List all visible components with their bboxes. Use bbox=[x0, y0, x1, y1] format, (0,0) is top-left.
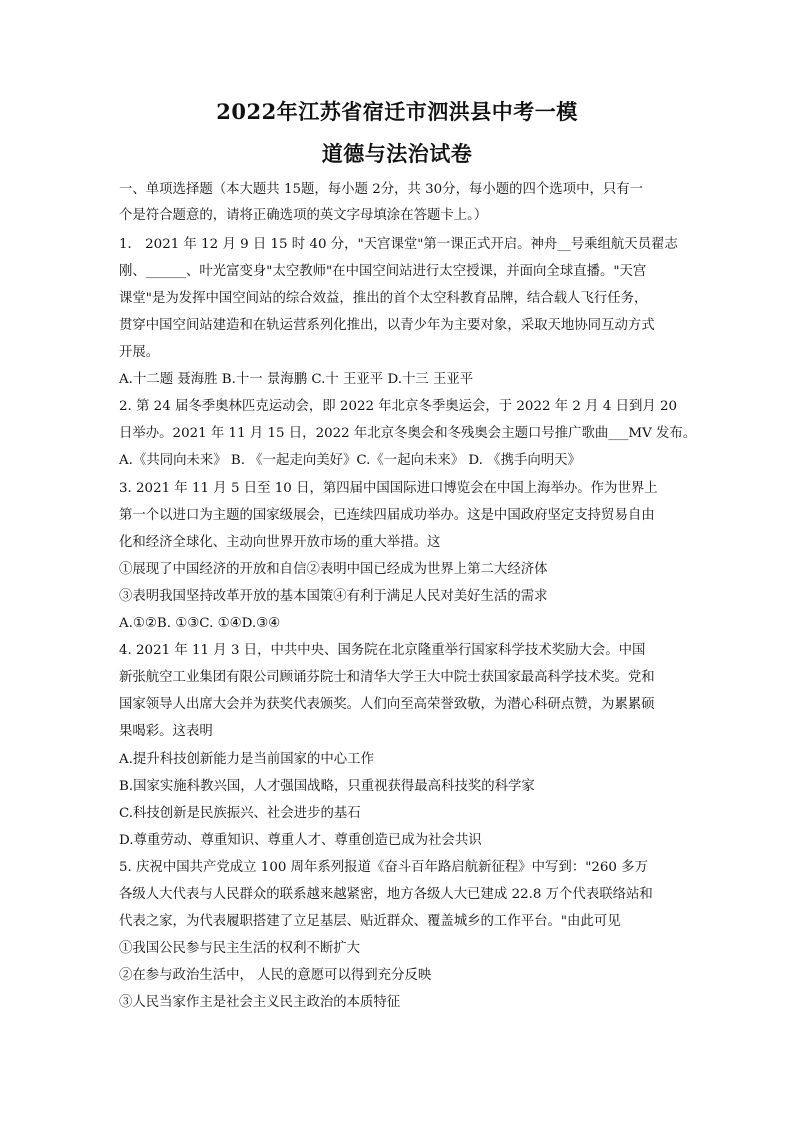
question-2-options: A.《共同向未来》 B. 《一起走向美好》C.《一起向未来》 D. 《携手向明天》 bbox=[119, 453, 581, 468]
question-4-option-c: C.科技创新是民族振兴、社会进步的基石 bbox=[119, 806, 361, 821]
question-5-statement: ①我国公民参与民主生活的权利不断扩大 bbox=[119, 941, 361, 956]
question-3-statement: ①展现了中国经济的开放和自信②表明中国已经成为世界上第二大经济体 bbox=[119, 562, 548, 577]
section-instructions-line: 个是符合题意的，请将正确选项的英文字母填涂在答题卡上。） bbox=[119, 208, 488, 223]
question-4-stem: 国家领导人出席大会并为获奖代表颁奖。人们向至高荣誉致敬，为潜心科研点赞，为累累硕 bbox=[119, 697, 655, 712]
question-1-stem: 刚、______、叶光富变身"太空教师"在中国空间站进行太空授课，并面向全球直播。"天宫 bbox=[119, 264, 647, 279]
question-1-stem: 1． 2021 年 12 月 9 日 15 时 40 分，"天宫课堂"第一课正式开启。神舟__号乘组航天员翟志 bbox=[119, 237, 678, 252]
question-5-stem: 代表之家，为代表履职搭建了立足基层、贴近群众、覆盖城乡的工作平台。"由此可见 bbox=[119, 914, 621, 929]
question-4-option-d: D.尊重劳动、尊重知识、尊重人才、尊重创造已成为社会共识 bbox=[119, 833, 482, 848]
question-3-stem: 第一个以进口为主题的国家级展会，已连续四届成功举办。这是中国政府坚定支持贸易自由 bbox=[119, 508, 655, 523]
question-2-stem: 日举办。2021 年 11 月 15 日，2022 年北京冬奥会和冬残奥会主题口号推广歌曲___MV 发布。 bbox=[119, 426, 697, 441]
question-5-stem: 5. 庆祝中国共产党成立 100 周年系列报道《奋斗百年路启航新征程》中写到："260 多万 bbox=[119, 860, 648, 875]
exam-title: 2022年江苏省宿迁市泗洪县中考一模 bbox=[216, 99, 578, 124]
question-4-stem: 新张航空工业集团有限公司顾诵芬院士和清华大学王大中院士获国家最高科学技术奖。党和 bbox=[119, 670, 655, 685]
question-3-stem: 化和经济全球化、主动向世界开放市场的重大举措。这 bbox=[119, 535, 441, 550]
exam-subtitle: 道德与法治试卷 bbox=[321, 141, 473, 166]
section-instructions-line: 一、单项选择题（本大题共 15题，每小题 2分，共 30分，每小题的四个选项中，只有一 bbox=[119, 182, 644, 197]
question-4-stem: 4. 2021 年 11 月 3 日，中共中央、国务院在北京隆重举行国家科学技术奖励大会。中国 bbox=[119, 643, 646, 658]
question-3-stem: 3. 2021 年 11 月 5 日至 10 日，第四届中国国际进口博览会在中国上海举办。作为世界上 bbox=[119, 481, 658, 496]
question-4-stem: 果喝彩。这表明 bbox=[119, 724, 213, 739]
question-1-stem: 开展。 bbox=[119, 345, 160, 360]
question-4-option-b: B.国家实施科教兴国，人才强国战略，只重视获得最高科技奖的科学家 bbox=[119, 779, 535, 794]
question-5-statement: ③人民当家作主是社会主义民主政治的本质特征 bbox=[119, 995, 401, 1010]
question-5-statement: ②在参与政治生活中， 人民的意愿可以得到充分反映 bbox=[119, 968, 432, 983]
question-3-options: A.①②B. ①③C. ①④D.③④ bbox=[119, 616, 281, 631]
question-1-stem: 课堂"是为发挥中国空间站的综合效益，推出的首个太空科教育品牌，结合载人飞行任务， bbox=[119, 291, 648, 306]
question-1-options: A.十二题 聂海胜 B.十一 景海鹏 C.十 王亚平 D.十三 王亚平 bbox=[119, 372, 474, 387]
question-2-stem: 2. 第 24 届冬季奥林匹克运动会，即 2022 年北京冬季奥运会，于 2022 年 2 月 4 日到月 20 bbox=[119, 399, 678, 414]
question-3-statement: ③表明我国坚持改革开放的基本国策④有利于满足人民对美好生活的需求 bbox=[119, 589, 548, 604]
question-4-option-a: A.提升科技创新能力是当前国家的中心工作 bbox=[119, 752, 374, 767]
question-1-stem: 贯穿中国空间站建造和在轨运营系列化推出，以青少年为主要对象，采取天地协同互动方式 bbox=[119, 318, 655, 333]
question-5-stem: 各级人大代表与人民群众的联系越来越紧密，地方各级人大已建成 22.8 万个代表联络站和 bbox=[119, 887, 653, 902]
